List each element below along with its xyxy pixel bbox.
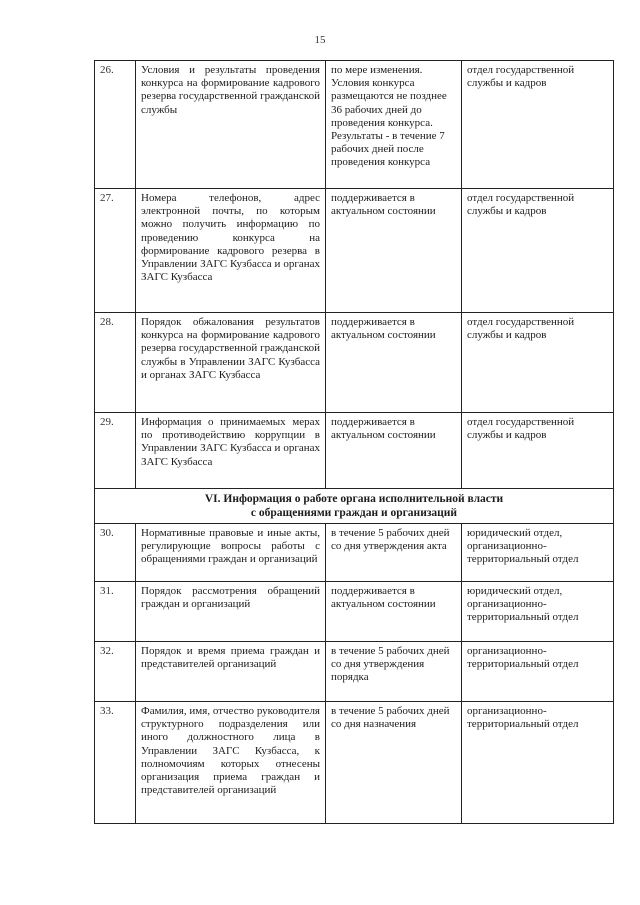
- info-name-cell: Нормативные правовые и иные акты, регулирующие вопросы работы с обращениями граждан и организаций: [136, 524, 326, 582]
- row-number: 31.: [95, 582, 136, 642]
- responsible-dept-cell: отдел государственной службы и кадров: [462, 313, 614, 413]
- responsible-dept-cell: юридический отдел, организационно-территориальный отдел: [462, 582, 614, 642]
- update-period-cell: поддерживается в актуальном состоянии: [326, 413, 462, 489]
- info-name-cell: Номера телефонов, адрес электронной почты, по которым можно получить информацию по проведению конкурса на формирование кадрового резерва в Управлении ЗАГС Кузбасса и органах ЗАГС Кузбасса: [136, 189, 326, 313]
- responsible-dept-cell: отдел государственной службы и кадров: [462, 189, 614, 313]
- section-title-line2: с обращениями граждан и организаций: [250, 507, 458, 519]
- table-row: [95, 524, 614, 582]
- info-name-cell: Порядок рассмотрения обращений граждан и организаций: [136, 582, 326, 642]
- update-period-cell: по мере изменения. Условия конкурса размещаются не позднее 36 рабочих дней до проведения конкурса. Результаты - в течение 7 рабочих дней после проведения конкурса: [326, 61, 462, 189]
- info-name-cell: Условия и результаты проведения конкурса на формирование кадрового резерва государственной гражданской службы: [136, 61, 326, 189]
- responsible-dept-cell: организационно-территориальный отдел: [462, 702, 614, 824]
- info-name-cell: Порядок и время приема граждан и представителей организаций: [136, 642, 326, 702]
- page-number: 15: [314, 34, 326, 46]
- section-header-row: [95, 489, 614, 524]
- row-number: 27.: [95, 189, 136, 313]
- table-row: [95, 642, 614, 702]
- table-row: [95, 313, 614, 413]
- responsible-dept-cell: отдел государственной службы и кадров: [462, 413, 614, 489]
- table-row: [95, 413, 614, 489]
- table-row: [95, 702, 614, 824]
- table-row: [95, 189, 614, 313]
- row-number: 32.: [95, 642, 136, 702]
- table-row: [95, 61, 614, 189]
- row-number: 30.: [95, 524, 136, 582]
- responsible-dept-cell: юридический отдел, организационно-территориальный отдел: [462, 524, 614, 582]
- info-name-cell: Порядок обжалования результатов конкурса на формирование кадрового резерва государственной гражданской службы в Управлении ЗАГС Кузбасса и органах ЗАГС Кузбасса: [136, 313, 326, 413]
- table-row: [95, 582, 614, 642]
- update-period-cell: в течение 5 рабочих дней со дня назначения: [326, 702, 462, 824]
- info-name-cell: Информация о принимаемых мерах по противодействию коррупции в Управлении ЗАГС Кузбасса и органах ЗАГС Кузбасса: [136, 413, 326, 489]
- row-number: 26.: [95, 61, 136, 189]
- row-number: 29.: [95, 413, 136, 489]
- section-title-line1: VI. Информация о работе органа исполнительной власти: [204, 493, 504, 505]
- row-number: 28.: [95, 313, 136, 413]
- section-title: [95, 489, 614, 524]
- info-name-cell: Фамилия, имя, отчество руководителя структурного подразделения или иного должностного лица в Управлении ЗАГС Кузбасса, к полномочиям которых отнесены организация приема граждан и представителей организаций: [136, 702, 326, 824]
- information-table: [94, 60, 614, 824]
- update-period-cell: поддерживается в актуальном состоянии: [326, 313, 462, 413]
- update-period-cell: в течение 5 рабочих дней со дня утверждения акта: [326, 524, 462, 582]
- update-period-cell: поддерживается в актуальном состоянии: [326, 189, 462, 313]
- update-period-cell: поддерживается в актуальном состоянии: [326, 582, 462, 642]
- responsible-dept-cell: отдел государственной службы и кадров: [462, 61, 614, 189]
- responsible-dept-cell: организационно-территориальный отдел: [462, 642, 614, 702]
- update-period-cell: в течение 5 рабочих дней со дня утверждения порядка: [326, 642, 462, 702]
- row-number: 33.: [95, 702, 136, 824]
